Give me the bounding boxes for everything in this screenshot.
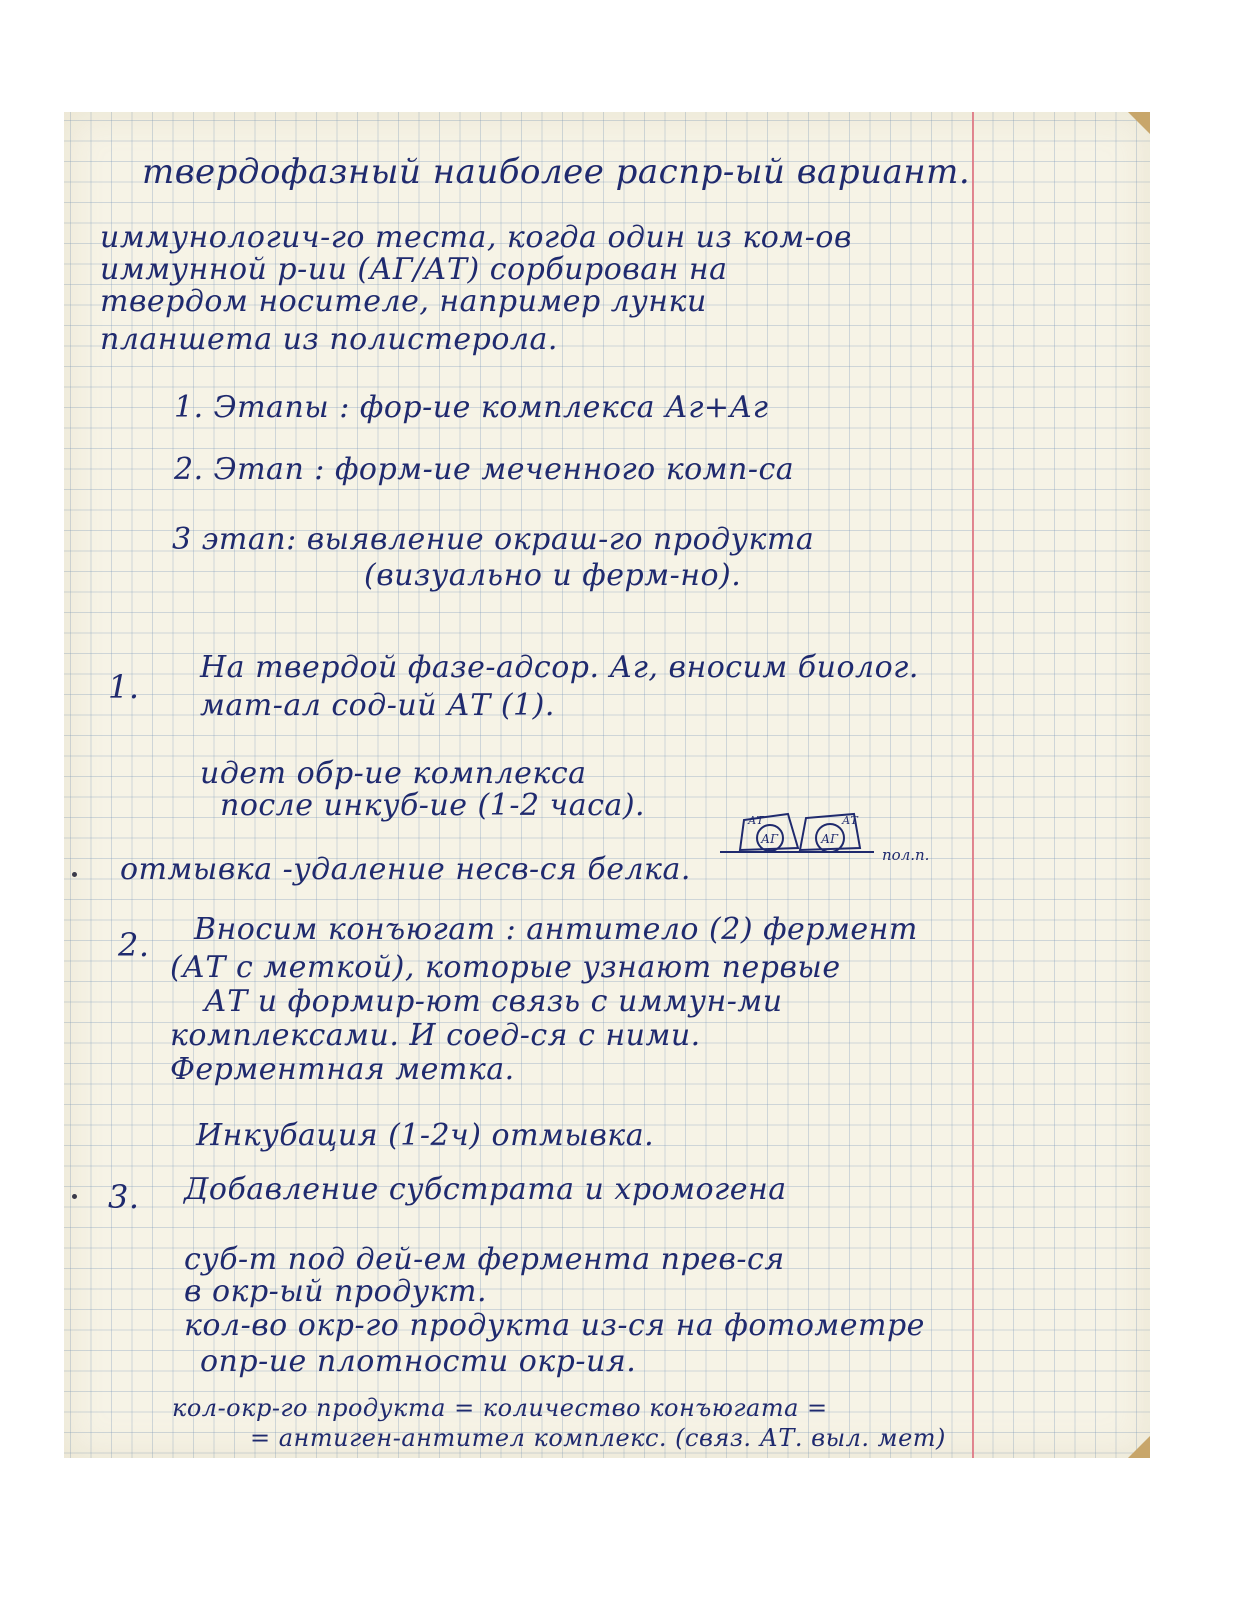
step-2-line-5: Ферментная метка. — [170, 1052, 515, 1087]
margin-dot — [72, 872, 77, 877]
formula-line-2: = антиген-антител комплекс. (связ. АТ. выл. мет) — [250, 1424, 946, 1452]
diagram-label-at-2: АТ — [842, 814, 858, 827]
step-3-line-2: в окр-ый продукт. — [184, 1274, 488, 1309]
intro-line-2: иммунной р-ии (АГ/АТ) сорбирован на — [100, 252, 728, 287]
margin-dot-2 — [72, 1194, 77, 1199]
step-2-line-1: Вносим конъюгат : антитело (2) фермент — [194, 912, 918, 947]
step-3-line-1: суб-т под дей-ем фермента прев-ся — [184, 1242, 785, 1277]
stage-1: 1. Этапы : фор-ие комплекса Аг+Аг — [174, 390, 769, 425]
step-2-line-3: АТ и формир-ют связь с иммун-ми — [204, 984, 783, 1019]
complex-line-2: после инкуб-ие (1-2 часа). — [220, 788, 646, 823]
diagram-label-at-1: АТ — [748, 814, 764, 827]
antigen-antibody-diagram — [714, 802, 964, 872]
step-2-number: 2. — [118, 926, 150, 964]
stage-2: 2. Этап : форм-ие меченного комп-са — [174, 452, 795, 487]
notebook-sheet — [64, 112, 1150, 1458]
incubation-line: Инкубация (1-2ч) отмывка. — [196, 1118, 655, 1153]
step-3-line-3: кол-во окр-го продукта из-ся на фотометре — [184, 1308, 925, 1343]
complex-line-1: идет обр-ие комплекса — [200, 756, 587, 791]
stage-3-note: (визуально и ферм-но). — [364, 558, 742, 593]
wash-line: отмывка -удаление несв-ся белка. — [120, 852, 691, 887]
page-corner-bottom — [1128, 1436, 1150, 1458]
step-1-line-1: На твердой фазе-адсор. Аг, вносим биолог. — [200, 650, 919, 685]
step-1-number: 1. — [108, 668, 140, 706]
step-2-line-2: (АТ с меткой), которые узнают первые — [170, 950, 841, 985]
page-corner-top — [1128, 112, 1150, 134]
diagram-surface-label: пол.п. — [882, 846, 930, 864]
step-2-line-4: комплексами. И соед-ся с ними. — [170, 1018, 701, 1053]
intro-line-4: планшета из полистерола. — [100, 322, 558, 357]
heading-line: твердофазный наиболее распр-ый вариант. — [142, 152, 971, 192]
formula-line-1: кол-окр-го продукта = количество конъюгата = — [172, 1394, 828, 1422]
step-3-number: 3. — [108, 1178, 140, 1216]
margin-line — [972, 112, 974, 1458]
step-3-line-4: опр-ие плотности окр-ия. — [200, 1344, 637, 1379]
stage-3: 3 этап: выявление окраш-го продукта — [172, 522, 815, 557]
intro-line-1: иммунологич-го теста, когда один из ком-ов — [100, 220, 852, 255]
diagram-label-ag-2: АГ — [821, 832, 839, 846]
step-1-line-2: мат-ал сод-ий АТ (1). — [200, 688, 555, 723]
step-3-title: Добавление субстрата и хромогена — [184, 1172, 787, 1207]
diagram-label-ag-1: АГ — [761, 832, 779, 846]
intro-line-3: твердом носителе, например лунки — [100, 284, 707, 319]
